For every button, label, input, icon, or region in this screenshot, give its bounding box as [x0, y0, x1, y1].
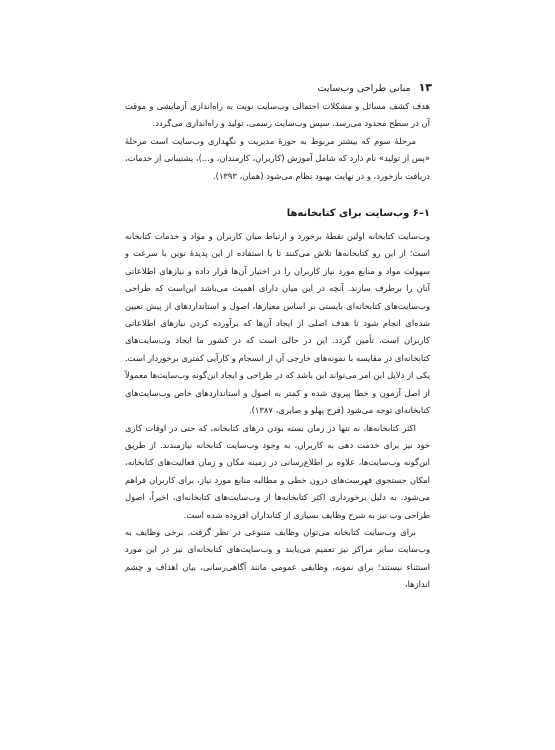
paragraph: اکثر کتابخانه‌ها، نه تنها در زمان بسته بودن درهای کتابخانه، که حتی در اوقات کاری خود نیز برای خدمت دهی به کاربران، به وجود وب‌سایت کتابخانه نیازمندند. از طریق این‌گونه وب‌سایت‌ها، علاوه بر اطلاع‌رسانی در زمینه مکان و زمان فعالیت‌های کتابخانه، امکان جستجوی فهرست‌های درون خطی و مطالبه منابع مورد نیاز، برای کاربران فراهم می‌شود. به دلیل برخورداری اکثر کتابخانه‌ها از وب‌سایت‌های کتابخانه‌ای، اخیراً، اصول طراحی وب نیز به شرح وظایف بسیاری از کتابداران افزوده شده است. — [125, 422, 430, 520]
paragraph: مرحلۀ سوم که بیشتر مربوط به حوزۀ مدیریت و نگهداری وب‌سایت است مرحلۀ «پس از تولید» نام دارد که شامل آموزش (کاربران، کارمندان، و...)، پشتیبانی از خدمات، دریافت بازخورد، و در نهایت بهبود نظام می‌شود (همان، ۱۳۹۳). — [125, 135, 430, 181]
paragraph: هدف کشف مسائل و مشکلات احتمالی وب‌سایت نوبت به راه‌اندازی آزمایشی و موقت آن در سطح محدود می‌رسد. سپس وب‌سایت رسمی، تولید و راه‌اندازی می‌گردد. — [125, 101, 430, 129]
running-title: مبانی طراحی وب‌سایت — [317, 83, 411, 94]
page-number: ۱۳ — [418, 81, 432, 94]
paragraph: وب‌سایت کتابخانه اولین نقطۀ برخورد و ارتباط میان کاربران و مواد و خدمات کتابخانه است؛ از این رو کتابخانه‌ها تلاش می‌کنند تا با استفاده از این پدیدۀ نوین با سرعت و سهولت مواد و منابع مورد نیاز کاربران را در اختیار آن‌ها قرار داده و نیازهای اطلاعاتی آنان را برطرف سازند. آنچه در این میان دارای اهمیت می‌باشد این‌است که طراحی وب‌سایت‌های کتابخانه‌ای بایستی بر اساس معیارها، اصول و استانداردهای از پیش تعیین شده‌ای انجام شود تا هدف اصلی از ایجاد آن‌ها که برآورده کردن نیازهای اطلاعاتی کاربران است، تأمین گردد. این در حالی است که در کشور ما ایجاد وب‌سایت‌های کتابخانه‌ای در مقایسه با نمونه‌های خارجی آن از انسجام و کارآیی کمتری برخوردار است. یکی از دلایل این امر می‌تواند این باشد که در طراحی و ایجاد این‌گونه وب‌سایت‌ها معمولاً از اصل آزمون و خطا پیروی شده و کمتر به اصول و استانداردهای خاص وب‌سایت‌های کتابخانه‌ای توجه می‌شود (فرج پهلو و صابری، ۱۳۸۷). — [125, 231, 430, 416]
running-header — [0, 80, 432, 96]
paragraph: برای وب‌سایت کتابخانه می‌توان وظایف متنوعی در نظر گرفت. برخی وظایف به وب‌سایت سایر مراکز نیز تعمیم می‌یابند و وب‌سایت‌های کتابخانه‌ای نیز در این مورد استثناء نیستند؛ برای نمونه، وظایفی عمومی مانند آگاهی‌رسانی، بیان اهداف و چشم اندازها، — [125, 526, 430, 590]
body-text — [125, 98, 430, 594]
section-heading: ۱–۶ وب‌سایت برای کتابخانه‌ها — [286, 208, 430, 220]
